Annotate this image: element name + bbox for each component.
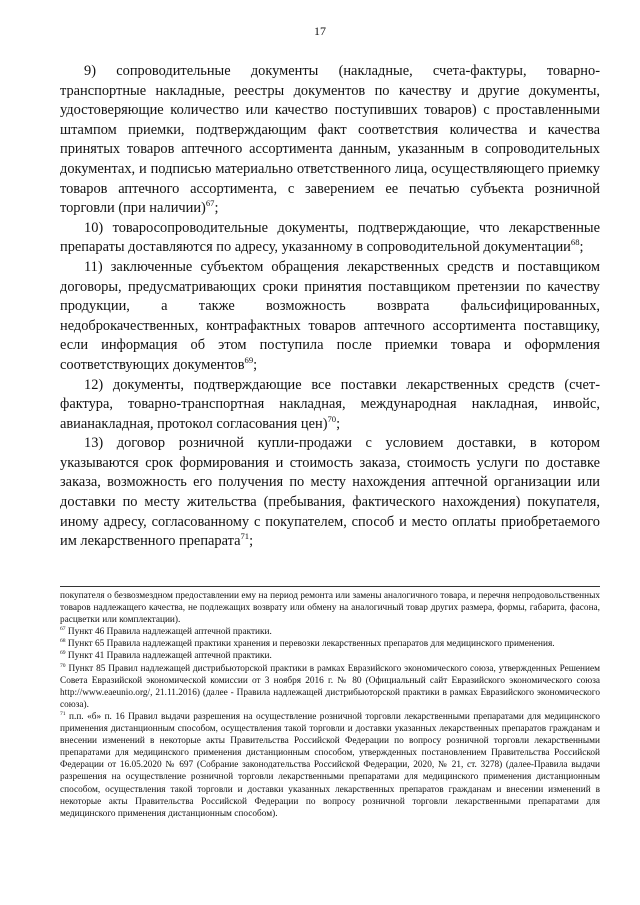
paragraph-tail: ; (336, 415, 341, 432)
page-number: 17 (314, 24, 326, 38)
footnote-67 (60, 626, 600, 638)
footnote-text: п.п. «б» п. 16 Правил выдачи разрешения на осуществление розничной торговли лекарственными препаратами для медицинского применения дистанционным способом, осуществления такой торговли и доставки указанных лекарственных препаратов гражданам и внесении изменений в некоторые акты Правительства Российской Федерации по вопросу розничной торговли лекарственными препаратами для медицинского применения дистанционным способом, утвержденных постановлением Правительства Российской Федерации от 16.05.2020 № 697 (Собрание законодательства Российской Федерации, 2020, № 21, ст. 3278) (далее-Правила выдачи разрешения на осуществление розничной торговли лекарственными препаратами для медицинского применения дистанционным способом, осуществления такой торговли и доставки указанных лекарственных препаратов гражданам и внесении изменений в некоторые акты Правительства Российской Федерации по вопросу розничной торговли лекарственными препаратами для медицинского применения дистанционным способом). (60, 711, 600, 819)
footnote-text: Пункт 85 Правил надлежащей дистрибьюторской практики в рамках Евразийского экономического союза, утвержденных Решением Совета Евразийской экономической комиссии от 3 ноября 2016 г. № 80 (Официальный сайт Евразийского экономического союза http://www.eaeunio.org/, 21.11.2016) (далее - Правила надлежащей дистрибьюторской практики в рамках Евразийского экономического союза). (60, 663, 600, 710)
footnote-text: Пункт 46 Правила надлежащей аптечной практики. (65, 627, 272, 638)
footnote-68 (60, 638, 600, 650)
footnote-69 (60, 650, 600, 662)
footnote-ref: 71 (240, 531, 250, 542)
paragraph-text: 10) товаросопроводительные документы, подтверждающие, что лекарственные препараты доставляются по адресу, указанному в сопроводительной документации (60, 219, 600, 256)
paragraph-tail: ; (249, 533, 254, 550)
paragraph-tail: ; (253, 356, 258, 373)
footnote-continuation: покупателя о безвозмездном предоставлении ему на период ремонта или замены аналогичного товара, и перечня непродовольственных товаров надлежащего качества, не подлежащих возврату или обмену на аналогичный товар других размера, формы, габарита, фасона, расцветки или комплектации). (60, 591, 600, 626)
footnote-text: Пункт 65 Правила надлежащей практики хранения и перевозки лекарственных препаратов для медицинского применения. (65, 639, 555, 650)
paragraph-item-12 (60, 376, 600, 435)
footnote-number: 69 (60, 650, 66, 657)
paragraph-item-11 (60, 258, 600, 376)
paragraph-text: 13) договор розничной купли-продажи с условием доставки, в котором указываются срок формирования и стоимость заказа, стоимость услуги по доставке заказа, возможность его получения по месту нахождения аптечной организации или доставки по месту жительства (пребывания, фактического нахождения) покупателя, иному адресу, согласованному с покупателем, способ и место оплаты приобретаемого им лекарственного препарата (60, 435, 600, 550)
footnote-ref: 67 (205, 198, 215, 209)
paragraph-text: 9) сопроводительные документы (накладные, счета-фактуры, товарно-транспортные накладные, реестры документов по качеству и другие документы, удостоверяющие количество или качество поступивших товаров) с проставленными штампом приемки, подтверждающим факт соответствия количества и качества принятых товаров аптечного ассортимента данным, указанным в сопроводительных документах, и подписью материально ответственного лица, осуществляющего приемку товаров аптечного ассортимента, с заверением ее печатью субъекта розничной торговли (при наличии) (60, 63, 600, 217)
footnote-ref: 69 (244, 355, 254, 366)
footnote-divider (60, 586, 600, 587)
footnote-number: 70 (60, 662, 66, 669)
footnote-ref: 70 (327, 413, 337, 424)
paragraph-text: 12) документы, подтверждающие все поставки лекарственных средств (счет-фактура, товарно-транспортная накладная, международная накладная, инвойс, авианакладная, протокол согласования цен) (60, 376, 600, 432)
footnote-71 (60, 711, 600, 820)
footnote-ref: 68 (570, 237, 580, 248)
paragraph-item-10 (60, 219, 600, 258)
paragraph-item-9 (60, 62, 600, 219)
paragraph-text: 11) заключенные субъектом обращения лекарственных средств и поставщиком договоры, предусматривающих сроки принятия поставщиком претензии по качеству продукции, а также возможность возврата фальсифицированных, недоброкачественных, контрафактных товаров аптечного ассортимента поставщику, если информация об этом поступила после приемки товара и оформления соответствующих документов (60, 258, 600, 373)
main-text (60, 62, 600, 552)
footnote-number: 67 (60, 626, 66, 633)
paragraph-item-13 (60, 434, 600, 552)
paragraph-tail: ; (214, 200, 219, 217)
footnote-number: 68 (60, 638, 66, 645)
footnote-number: 71 (60, 710, 66, 717)
footnote-text: Пункт 41 Правила надлежащей аптечной практики. (65, 651, 272, 662)
footnote-70 (60, 663, 600, 711)
footnotes (60, 590, 600, 820)
paragraph-tail: ; (579, 239, 584, 256)
